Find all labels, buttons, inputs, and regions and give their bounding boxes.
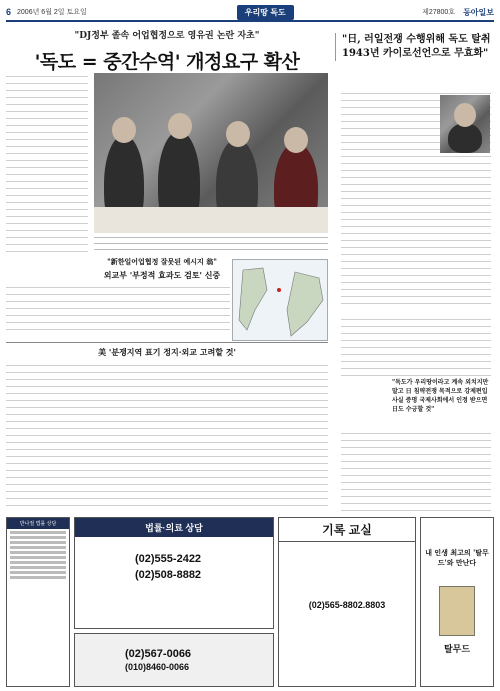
ad-right-phone: (02)565-8802.8803 — [308, 600, 386, 610]
sidebar-article — [335, 33, 493, 61]
ad-center — [74, 517, 274, 629]
ad-right — [278, 517, 416, 687]
lower-body-text — [6, 362, 328, 512]
ad-center-phone-1: (02)555-2422 — [135, 553, 202, 565]
ad-book-headline: 내 인생 최고의 '탈무드'와 만난다 — [425, 548, 489, 567]
ad-book-name: 탈무드 — [443, 644, 471, 654]
map-graphic — [233, 260, 329, 342]
sidebar-portrait — [440, 95, 490, 153]
ad-book-cover — [439, 586, 475, 636]
middle-body-text — [6, 284, 230, 334]
advertisement-section — [6, 517, 494, 687]
sidebar-title-line2: 1943년 카이로선언으로 무효화" — [342, 48, 489, 59]
ad-center-bottom — [74, 633, 274, 687]
newspaper-logo: 동아일보 — [463, 7, 494, 17]
page-number: 6 — [6, 7, 12, 17]
region-map — [232, 259, 328, 341]
middle-subhead-1: "新한일어업협정 잘못된 예시지 翁" — [107, 257, 217, 266]
lead-article — [6, 28, 328, 74]
right-notice: "독도가 우리땅이라고 계속 외치지만 말고 日 침략전쟁 목적으로 강제편입 사실 증명 국제사회에서 인정 받으면 日도 수긍할 것" — [392, 379, 489, 413]
divider — [6, 342, 328, 343]
ad-left — [6, 517, 70, 687]
ad-center-phone-2: (02)508-8882 — [135, 569, 202, 581]
ad-left-lines — [7, 531, 69, 579]
section-title: 우리땅 독도 — [237, 5, 294, 20]
sidebar-title-line1: "日, 러일전쟁 수행위해 독도 탈취 — [342, 34, 491, 45]
ad-book — [420, 517, 494, 687]
lead-body-text — [6, 73, 88, 253]
ad-center-bottom-phone-2: (010)8460-0066 — [125, 662, 190, 672]
ad-right-title: 기록 교실 — [279, 518, 415, 542]
lead-kicker: "DJ정부 졸속 어업협정으로 영유권 논란 자초" — [74, 31, 260, 41]
middle-subhead-3: 美 '분쟁지역 표기 정지·외교 고려할 것' — [98, 347, 236, 357]
right-lower-text — [341, 430, 491, 512]
issue-number: 제27800호 — [422, 9, 456, 16]
ad-center-bottom-phone: (02)567-0066 — [125, 648, 192, 660]
photo-caption-text — [94, 235, 328, 251]
issue-date: 2006년 6월 2일 토요일 — [17, 9, 87, 16]
right-body-text — [341, 316, 491, 376]
lead-photo — [94, 73, 328, 233]
ad-center-title: 법률·의료 상담 — [75, 518, 273, 537]
middle-subhead-2: 외교부 '부정적 효과도 검토' 신중 — [103, 270, 221, 280]
ad-left-title: 반나절 법률 상담 — [7, 518, 69, 529]
lead-headline: '독도 = 중간수역' 개정요구 확산 — [34, 51, 300, 73]
page-header — [6, 4, 494, 22]
